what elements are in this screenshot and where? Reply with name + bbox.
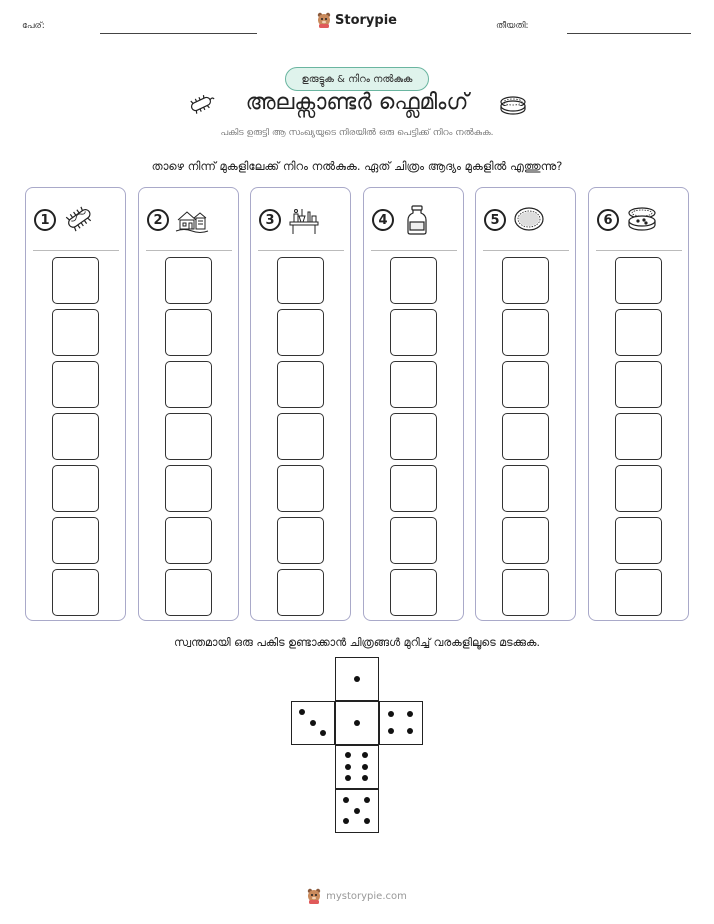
column-1 (25, 187, 126, 621)
column-header (484, 202, 570, 238)
column-number: 3 (259, 209, 281, 231)
activity-badge: ഉരുട്ടുക & നിറം നൽകുക (285, 67, 429, 91)
color-box[interactable] (390, 257, 437, 304)
color-box[interactable] (615, 309, 662, 356)
dice-pip (354, 808, 360, 814)
color-box[interactable] (165, 309, 212, 356)
dice-pip (343, 818, 349, 824)
bacteria-icon (62, 204, 96, 236)
color-box[interactable] (277, 569, 324, 616)
dice-pip (362, 752, 368, 758)
dice-pip (388, 728, 394, 734)
color-box[interactable] (502, 413, 549, 460)
color-box[interactable] (502, 517, 549, 564)
color-box[interactable] (390, 569, 437, 616)
color-box[interactable] (52, 517, 99, 564)
column-number: 1 (34, 209, 56, 231)
dice-pip (362, 764, 368, 770)
color-box[interactable] (165, 569, 212, 616)
color-box[interactable] (277, 517, 324, 564)
color-box[interactable] (390, 309, 437, 356)
instruction-text: താഴെ നിന്ന് മുകളിലേക്ക് നിറം നൽകുക. ഏത് ചിത്രം ആദ്യം മുകളിൽ എത്തുന്നു? (151, 159, 563, 173)
dice-face (379, 701, 423, 745)
color-box[interactable] (390, 361, 437, 408)
dice-pip (354, 720, 360, 726)
farmhouse-icon (175, 204, 209, 236)
dice-pip (388, 711, 394, 717)
color-box[interactable] (502, 569, 549, 616)
dice-pip (299, 709, 305, 715)
color-box[interactable] (52, 413, 99, 460)
color-box[interactable] (277, 413, 324, 460)
color-box[interactable] (277, 309, 324, 356)
storypie-logo-icon (317, 12, 331, 28)
dice-pip (354, 676, 360, 682)
color-box[interactable] (277, 465, 324, 512)
column-4 (363, 187, 464, 621)
color-box[interactable] (390, 465, 437, 512)
date-label: തീയതി: (496, 21, 529, 31)
column-divider (146, 250, 232, 251)
color-box[interactable] (615, 361, 662, 408)
color-box[interactable] (615, 517, 662, 564)
column-number: 6 (597, 209, 619, 231)
dice-pip (364, 797, 370, 803)
color-box[interactable] (165, 413, 212, 460)
dice-pip (364, 818, 370, 824)
petri-dish-icon (512, 204, 546, 236)
footer (0, 888, 714, 904)
color-box[interactable] (502, 309, 549, 356)
footer-url: mystorypie.com (326, 890, 407, 902)
dice-pip (362, 775, 368, 781)
color-box[interactable] (52, 465, 99, 512)
column-3 (250, 187, 351, 621)
subtitle: പകിട ഉരുട്ടി ആ സംഖ്യയുടെ നിരയിൽ ഒരു പെട്ടിക്ക് നിറം നൽകുക. (220, 128, 494, 138)
lab-bench-icon (287, 204, 321, 236)
storypie-footer-logo-icon (307, 888, 321, 904)
dice-face (335, 701, 379, 745)
column-divider (483, 250, 569, 251)
dice-pip (345, 764, 351, 770)
column-5 (475, 187, 576, 621)
dice-face (335, 745, 379, 789)
dice-pip (345, 775, 351, 781)
dice-pip (345, 752, 351, 758)
color-box[interactable] (52, 309, 99, 356)
color-box[interactable] (52, 361, 99, 408)
column-header (372, 202, 458, 238)
dice-face (291, 701, 335, 745)
dice-pip (320, 730, 326, 736)
column-2 (138, 187, 239, 621)
column-header (597, 202, 683, 238)
dice-net-instruction: സ്വന്തമായി ഒരു പകിട ഉണ്ടാക്കാൻ ചിത്രങ്ങൾ മുറിച്ച് വരകളിലൂടെ മടക്കുക. (174, 636, 540, 649)
color-box[interactable] (277, 361, 324, 408)
column-divider (596, 250, 682, 251)
dice-pip (310, 720, 316, 726)
color-box[interactable] (52, 569, 99, 616)
column-6 (588, 187, 689, 621)
name-label: പേര്: (22, 21, 45, 31)
color-box[interactable] (615, 413, 662, 460)
name-line[interactable] (100, 33, 257, 34)
color-box[interactable] (502, 465, 549, 512)
dice-face (335, 657, 379, 701)
color-box[interactable] (390, 517, 437, 564)
color-box[interactable] (165, 257, 212, 304)
page-title: അലക്സാണ്ടർ ഫ്ലെമിംഗ് (245, 90, 469, 115)
color-box[interactable] (615, 569, 662, 616)
column-header (34, 202, 120, 238)
color-box[interactable] (615, 465, 662, 512)
column-header (147, 202, 233, 238)
color-box[interactable] (165, 517, 212, 564)
column-header (259, 202, 345, 238)
dice-pip (407, 711, 413, 717)
column-divider (371, 250, 457, 251)
date-line[interactable] (567, 33, 691, 34)
open-petri-dish-icon (625, 204, 659, 236)
column-divider (33, 250, 119, 251)
color-box[interactable] (390, 413, 437, 460)
column-number: 5 (484, 209, 506, 231)
petri-dish-title-icon (499, 94, 527, 116)
dice-pip (343, 797, 349, 803)
medicine-bottle-icon (400, 204, 434, 236)
dice-pip (407, 728, 413, 734)
column-number: 4 (372, 209, 394, 231)
color-box[interactable] (165, 361, 212, 408)
color-box[interactable] (502, 257, 549, 304)
color-box[interactable] (277, 257, 324, 304)
column-number: 2 (147, 209, 169, 231)
color-box[interactable] (615, 257, 662, 304)
color-box[interactable] (52, 257, 99, 304)
brand-name: Storypie (335, 12, 397, 28)
dice-face (335, 789, 379, 833)
column-divider (258, 250, 344, 251)
color-box[interactable] (165, 465, 212, 512)
color-box[interactable] (502, 361, 549, 408)
brand (0, 12, 714, 28)
